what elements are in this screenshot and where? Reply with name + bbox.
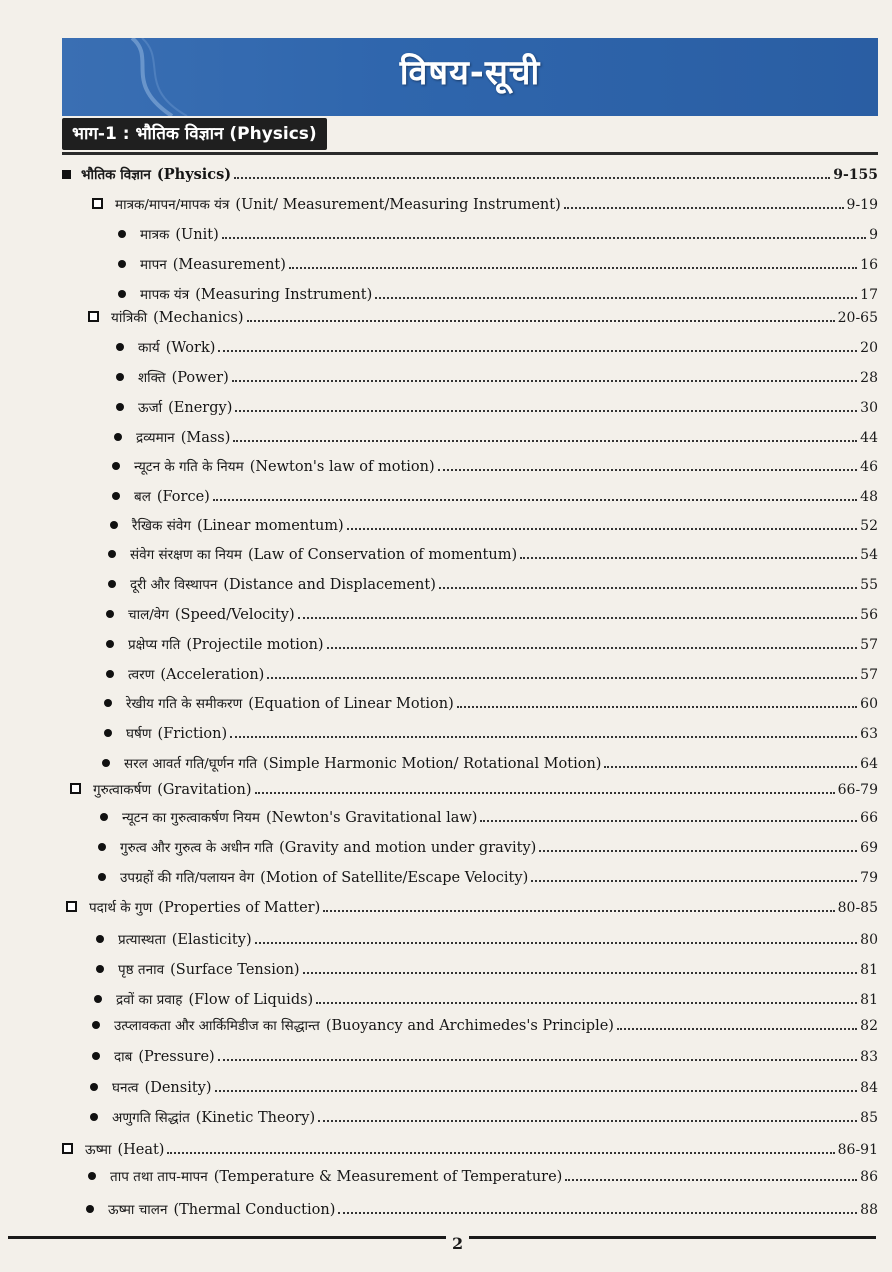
- toc-page-ref: 44: [860, 430, 878, 446]
- toc-page-ref: 30: [860, 400, 878, 416]
- toc-entry-hindi: ऊष्मा: [85, 1142, 112, 1158]
- toc-entry-english: (Heat): [117, 1142, 165, 1158]
- bullet-icon: [108, 550, 116, 558]
- square-bullet-icon: [88, 311, 99, 322]
- toc-entry-english: (Motion of Satellite/Escape Velocity): [260, 870, 529, 886]
- toc-page-ref: 54: [860, 547, 878, 563]
- toc-entry-hindi: घनत्व: [112, 1080, 139, 1096]
- toc-entry-hindi: दूरी और विस्थापन: [130, 577, 218, 593]
- dot-leader: [218, 350, 857, 352]
- dot-leader: [338, 1212, 857, 1214]
- bullet-icon: [104, 729, 112, 737]
- toc-entry-english: (Force): [156, 489, 210, 505]
- toc-page-ref: 17: [860, 287, 878, 303]
- toc-entry-english: (Pressure): [138, 1049, 215, 1065]
- toc-entry-hindi: सरल आवर्त गति/घूर्णन गति: [124, 756, 258, 772]
- dot-leader: [480, 820, 857, 822]
- dot-leader: [439, 587, 857, 589]
- toc-page-ref: 20-65: [837, 310, 878, 326]
- toc-entry-hindi: ऊष्मा चालन: [108, 1202, 168, 1218]
- toc-entry: [70, 780, 878, 798]
- dot-leader: [617, 1028, 857, 1030]
- toc-page-ref: 9: [869, 227, 878, 243]
- dot-leader: [213, 499, 857, 501]
- toc-page-ref: 84: [860, 1080, 878, 1096]
- toc-entry-english: (Measuring Instrument): [195, 287, 373, 303]
- toc-entry-english: (Newton's Gravitational law): [265, 810, 478, 826]
- toc-entry-english: (Simple Harmonic Motion/ Rotational Motion): [263, 756, 602, 772]
- bullet-icon: [98, 873, 106, 881]
- toc-page-ref: 86: [860, 1169, 878, 1185]
- toc-entry-hindi: संवेग संरक्षण का नियम: [130, 547, 242, 563]
- dot-leader: [167, 1152, 834, 1154]
- bullet-icon: [106, 610, 114, 618]
- toc-page-ref: 9-155: [833, 167, 878, 183]
- footer-divider: [8, 1236, 876, 1239]
- toc-entry: [62, 165, 878, 183]
- toc-entry: [118, 225, 878, 243]
- toc-page-ref: 57: [860, 667, 878, 683]
- bullet-icon: [92, 1021, 100, 1029]
- toc-entry-hindi: दाब: [114, 1049, 133, 1065]
- square-bullet-icon: [66, 901, 77, 912]
- toc-entry-english: (Measurement): [172, 257, 286, 273]
- toc-entry-hindi: घर्षण: [126, 726, 152, 742]
- toc-entry-english: (Elasticity): [171, 932, 252, 948]
- toc-page-ref: 60: [860, 696, 878, 712]
- bullet-icon: [112, 492, 120, 500]
- toc-entry: [106, 605, 878, 623]
- toc-entry-hindi: ऊर्जा: [138, 400, 163, 416]
- toc-entry-english: (Gravity and motion under gravity): [279, 840, 537, 856]
- bullet-icon: [116, 403, 124, 411]
- toc-entry-english: (Temperature & Measurement of Temperature): [213, 1169, 563, 1185]
- dot-leader: [255, 942, 858, 944]
- dot-leader: [457, 706, 857, 708]
- toc-page-ref: 83: [860, 1049, 878, 1065]
- dot-leader: [316, 1002, 857, 1004]
- toc-page-ref: 85: [860, 1110, 878, 1126]
- toc-entry-english: (Unit): [175, 227, 219, 243]
- toc-entry-hindi: पृष्ठ तनाव: [118, 962, 165, 978]
- bullet-icon: [98, 843, 106, 851]
- bullet-icon: [116, 343, 124, 351]
- toc-entry-hindi: न्यूटन के गति के नियम: [134, 459, 244, 475]
- toc-entry-english: (Work): [165, 340, 216, 356]
- bullet-icon: [88, 1172, 96, 1180]
- toc-entry-english: (Thermal Conduction): [173, 1202, 336, 1218]
- toc-page-ref: 20: [860, 340, 878, 356]
- toc-entry-hindi: पदार्थ के गुण: [89, 900, 153, 916]
- toc-entry-english: (Equation of Linear Motion): [248, 696, 454, 712]
- toc-entry: [112, 457, 878, 475]
- toc-page-ref: 57: [860, 637, 878, 653]
- toc-entry: [98, 838, 878, 856]
- toc-entry: [102, 754, 878, 772]
- toc-entry: [104, 694, 878, 712]
- toc-entry: [100, 808, 878, 826]
- toc-entry: [90, 1108, 878, 1126]
- bullet-icon: [102, 759, 110, 767]
- toc-page-ref: 66: [860, 810, 878, 826]
- toc-entry-hindi: उपग्रहों की गति/पलायन वेग: [120, 870, 255, 886]
- toc-entry-hindi: कार्य: [138, 340, 160, 356]
- bullet-icon: [90, 1113, 98, 1121]
- toc-page-ref: 81: [860, 962, 878, 978]
- bullet-icon: [106, 670, 114, 678]
- bullet-icon: [112, 462, 120, 470]
- title-banner: [62, 38, 878, 116]
- toc-entry-hindi: ताप तथा ताप-मापन: [110, 1169, 208, 1185]
- part-heading: भाग-1 : भौतिक विज्ञान (Physics): [62, 118, 327, 150]
- toc-entry: [106, 635, 878, 653]
- toc-page-ref: 81: [860, 992, 878, 1008]
- toc-entry-hindi: त्वरण: [128, 667, 155, 683]
- toc-entry-english: (Buoyancy and Archimedes's Principle): [325, 1018, 614, 1034]
- toc-page-ref: 55: [860, 577, 878, 593]
- toc-page-ref: 16: [860, 257, 878, 273]
- dot-leader: [438, 469, 858, 471]
- toc-page-ref: 88: [860, 1202, 878, 1218]
- toc-entry: [96, 930, 878, 948]
- toc-entry-english: (Newton's law of motion): [249, 459, 435, 475]
- toc-page-ref: 80: [860, 932, 878, 948]
- toc-entry-hindi: न्यूटन का गुरुत्वाकर्षण नियम: [122, 810, 260, 826]
- bullet-icon: [86, 1205, 94, 1213]
- toc-entry-hindi: द्रव्यमान: [136, 430, 175, 446]
- toc-entry: [88, 1167, 878, 1185]
- toc-entry-english: (Law of Conservation of momentum): [247, 547, 518, 563]
- toc-entry: [66, 898, 878, 916]
- toc-entry-hindi: रैखिक संवेग: [132, 518, 191, 534]
- part-divider: [62, 152, 878, 155]
- toc-page-ref: 46: [860, 459, 878, 475]
- bullet-icon: [90, 1083, 98, 1091]
- toc-entry: [108, 575, 878, 593]
- toc-entry-english: (Unit/ Measurement/Measuring Instrument): [235, 197, 561, 213]
- toc-page-ref: 79: [860, 870, 878, 886]
- bullet-icon: [100, 813, 108, 821]
- toc-entry-english: (Speed/Velocity): [174, 607, 295, 623]
- bullet-icon: [96, 965, 104, 973]
- dot-leader: [375, 297, 857, 299]
- toc-page-ref: 80-85: [837, 900, 878, 916]
- toc-entry-english: (Gravitation): [157, 782, 252, 798]
- dot-leader: [520, 557, 857, 559]
- toc-page-ref: 86-91: [837, 1142, 878, 1158]
- toc-entry-english: (Mass): [180, 430, 231, 446]
- toc-page-ref: 9-19: [846, 197, 878, 213]
- toc-entry: [106, 665, 878, 683]
- bullet-icon: [118, 290, 126, 298]
- toc-entry-english: (Acceleration): [160, 667, 265, 683]
- toc-entry-hindi: अणुगति सिद्धांत: [112, 1110, 190, 1126]
- toc-entry: [104, 724, 878, 742]
- bullet-icon: [106, 640, 114, 648]
- toc-entry: [116, 338, 878, 356]
- toc-page-ref: 82: [860, 1018, 878, 1034]
- toc-entry: [116, 368, 878, 386]
- toc-entry-hindi: प्रक्षेप्य गति: [128, 637, 181, 653]
- page-number: 2: [446, 1234, 469, 1253]
- toc-entry-english: (Energy): [168, 400, 233, 416]
- toc-entry-english: (Properties of Matter): [158, 900, 321, 916]
- toc-entry-hindi: बल: [134, 489, 151, 505]
- toc-entry: [92, 1016, 878, 1034]
- toc-entry-hindi: गुरुत्व और गुरुत्व के अधीन गति: [120, 840, 274, 856]
- bullet-icon: [118, 230, 126, 238]
- dot-leader: [565, 1179, 857, 1181]
- toc-entry: [114, 428, 878, 446]
- toc-entry-hindi: मात्रक: [140, 227, 170, 243]
- bullet-icon: [96, 935, 104, 943]
- toc-entry-english: (Kinetic Theory): [195, 1110, 316, 1126]
- dot-leader: [531, 880, 857, 882]
- toc-entry: [94, 990, 878, 1008]
- toc-entry: [118, 255, 878, 273]
- dot-leader: [347, 528, 857, 530]
- toc-page-ref: 52: [860, 518, 878, 534]
- dot-leader: [215, 1090, 858, 1092]
- toc-entry: [90, 1078, 878, 1096]
- toc-entry: [98, 868, 878, 886]
- toc-entry-hindi: उत्प्लावकता और आर्किमिडीज का सिद्धान्त: [114, 1018, 320, 1034]
- bullet-icon: [108, 580, 116, 588]
- dot-leader: [255, 792, 835, 794]
- dot-leader: [327, 647, 858, 649]
- square-bullet-icon: [70, 783, 81, 794]
- toc-page-ref: 66-79: [837, 782, 878, 798]
- toc-entry-english: (Projectile motion): [186, 637, 324, 653]
- toc-entry: [116, 398, 878, 416]
- dot-leader: [323, 910, 834, 912]
- square-bullet-icon: [62, 1143, 73, 1154]
- toc-entry-hindi: मापन: [140, 257, 167, 273]
- dot-leader: [539, 850, 857, 852]
- bullet-icon: [114, 433, 122, 441]
- toc-entry-hindi: मापक यंत्र: [140, 287, 190, 303]
- dot-leader: [303, 972, 858, 974]
- toc-page-ref: 63: [860, 726, 878, 742]
- toc-entry-english: (Physics): [156, 166, 232, 183]
- dot-leader: [604, 766, 857, 768]
- toc-entry: [92, 1047, 878, 1065]
- toc-page-ref: 56: [860, 607, 878, 623]
- bullet-icon: [110, 521, 118, 529]
- toc-entry: [96, 960, 878, 978]
- toc-entry-english: (Friction): [157, 726, 228, 742]
- toc-entry-hindi: चाल/वेग: [128, 607, 169, 623]
- toc-entry-english: (Distance and Displacement): [223, 577, 436, 593]
- bullet-icon: [94, 995, 102, 1003]
- square-bullet-icon: [92, 198, 103, 209]
- toc-page-ref: 28: [860, 370, 878, 386]
- toc-entry-hindi: रेखीय गति के समीकरण: [126, 696, 243, 712]
- dot-leader: [230, 736, 857, 738]
- toc-entry-hindi: यांत्रिकी: [111, 310, 148, 326]
- bullet-icon: [116, 373, 124, 381]
- toc-entry-hindi: शक्ति: [138, 370, 166, 386]
- dot-leader: [232, 380, 857, 382]
- toc-entry-english: (Surface Tension): [170, 962, 300, 978]
- bullet-icon: [92, 1052, 100, 1060]
- toc-entry: [112, 487, 878, 505]
- toc-entry-hindi: भौतिक विज्ञान: [81, 167, 151, 183]
- toc-entry: [92, 195, 878, 213]
- toc-entry-english: (Power): [171, 370, 229, 386]
- dot-leader: [222, 237, 866, 239]
- toc-entry-english: (Density): [144, 1080, 212, 1096]
- toc-entry: [108, 545, 878, 563]
- toc-entry-hindi: द्रवों का प्रवाह: [116, 992, 183, 1008]
- dot-leader: [247, 320, 835, 322]
- toc-entry-hindi: प्रत्यास्थता: [118, 932, 166, 948]
- toc-page-ref: 69: [860, 840, 878, 856]
- bullet-icon: [104, 699, 112, 707]
- toc-page-ref: 48: [860, 489, 878, 505]
- dot-leader: [267, 677, 857, 679]
- dot-leader: [235, 410, 857, 412]
- page-title: विषय-सूची: [399, 53, 541, 93]
- dot-leader: [218, 1059, 857, 1061]
- toc-page-ref: 64: [860, 756, 878, 772]
- toc-entry-english: (Flow of Liquids): [188, 992, 314, 1008]
- square-bullet-icon: [62, 170, 71, 179]
- toc-entry: [88, 308, 878, 326]
- dot-leader: [298, 617, 858, 619]
- bullet-icon: [118, 260, 126, 268]
- toc-entry-english: (Mechanics): [153, 310, 244, 326]
- dot-leader: [234, 177, 830, 179]
- dot-leader: [233, 440, 857, 442]
- toc-entry-hindi: मात्रक/मापन/मापक यंत्र: [115, 197, 230, 213]
- toc-entry: [86, 1200, 878, 1218]
- toc-entry: [110, 516, 878, 534]
- toc-entry-hindi: गुरुत्वाकर्षण: [93, 782, 152, 798]
- toc-entry-english: (Linear momentum): [196, 518, 344, 534]
- dot-leader: [564, 207, 844, 209]
- toc-entry: [118, 285, 878, 303]
- dot-leader: [289, 267, 857, 269]
- dot-leader: [318, 1120, 857, 1122]
- toc-entry: [62, 1140, 878, 1158]
